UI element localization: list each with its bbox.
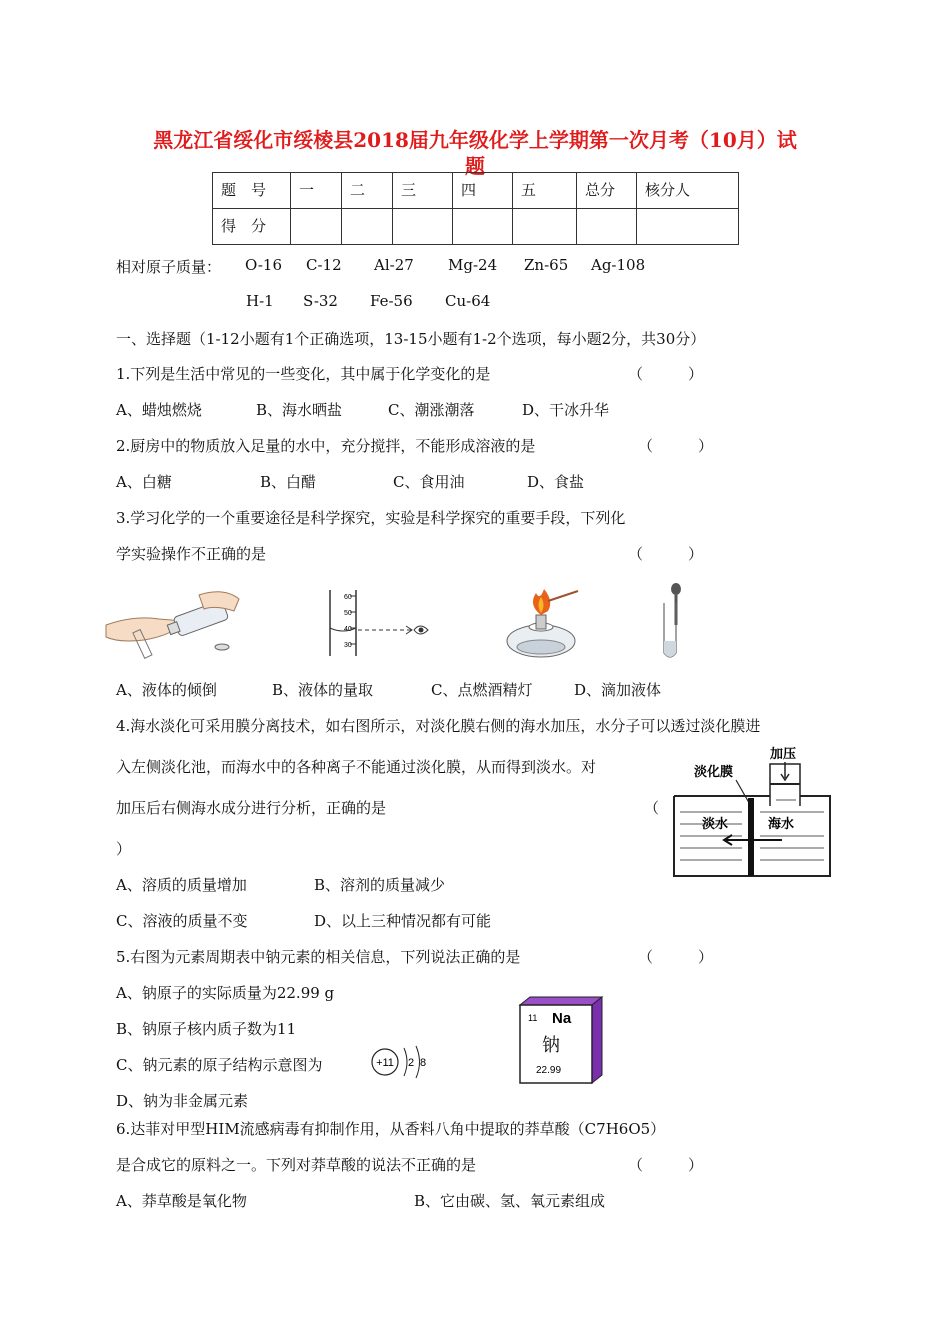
atomic-mass: Al-27 [374, 256, 414, 274]
atomic-mass: Fe-56 [370, 292, 413, 310]
sodium-atom-structure-diagram [368, 1042, 438, 1082]
atomic-mass: Mg-24 [448, 256, 498, 274]
element-name: 钠 [542, 1035, 560, 1056]
page-title: 黑龙江省绥化市绥棱县2018届九年级化学上学期第一次月考（10月）试 [153, 128, 797, 152]
answer-blank: （ ） [628, 545, 704, 563]
option: A、溶质的质量增加 [116, 876, 247, 894]
graduated-cylinder-figure [322, 588, 432, 658]
question-stem: 3.学习化学的一个重要途径是科学探究，实验是科学探究的重要手段，下列化 [116, 509, 626, 527]
option: C、潮涨潮落 [388, 401, 475, 419]
atomic-mass: Ag-108 [591, 256, 646, 274]
score-cell [513, 209, 577, 245]
option: C、点燃酒精灯 [431, 681, 533, 699]
score-table [212, 172, 739, 245]
question-stem: 学实验操作不正确的是 [116, 545, 267, 563]
option: B、海水晒盐 [256, 401, 343, 419]
cylinder-tick-label: 30 [344, 642, 352, 649]
answer-blank: （ ） [638, 437, 714, 455]
shell-electrons: 8 [420, 1057, 427, 1069]
option: D、干冰升华 [522, 401, 610, 419]
fresh-water-label: 淡水 [702, 817, 729, 832]
atomic-mass-label: 相对原子质量： [116, 258, 222, 276]
question-stem: 1.下列是生活中常见的一些变化，其中属于化学变化的是 [116, 365, 491, 383]
section-heading: 一、选择题（1-12小题有1个正确选项，13-15小题有1-2个选项，每小题2分，共30分） [116, 330, 706, 348]
cylinder-tick-label: 60 [344, 594, 352, 601]
score-cell [342, 209, 393, 245]
atomic-mass: Cu-64 [445, 292, 491, 310]
score-header-cell: 五 [513, 173, 577, 209]
option: A、白糖 [116, 473, 172, 491]
option: B、液体的量取 [272, 681, 374, 699]
score-cell [453, 209, 513, 245]
option: D、以上三种情况都有可能 [314, 912, 492, 930]
option: C、钠元素的原子结构示意图为 [116, 1056, 323, 1074]
score-header-cell: 核分人 [637, 173, 739, 209]
score-table-row [213, 173, 739, 209]
score-cell [637, 209, 739, 245]
option: B、白醋 [260, 473, 317, 491]
membrane-desalination-figure [672, 742, 832, 878]
pressure-label: 加压 [770, 747, 797, 762]
option: C、食用油 [393, 473, 465, 491]
option: B、溶剂的质量减少 [314, 876, 446, 894]
question-stem: 是合成它的原料之一。下列对莽草酸的说法不正确的是 [116, 1156, 477, 1174]
question-stem: 6.达菲对甲型HIM流感病毒有抑制作用，从香料八角中提取的莽草酸（C7H6O5） [116, 1120, 666, 1138]
score-header-cell: 三 [393, 173, 453, 209]
cylinder-tick-label: 40 [344, 626, 352, 633]
score-header-cell: 题 号 [213, 173, 291, 209]
atomic-mass: S-32 [303, 292, 338, 310]
score-header-cell: 二 [342, 173, 393, 209]
question-stem: 入左侧淡化池，而海水中的各种离子不能通过淡化膜，从而得到淡水。对 [116, 758, 597, 776]
option: A、液体的倾倒 [116, 681, 217, 699]
atomic-number: 11 [528, 1013, 538, 1023]
sea-water-label: 海水 [768, 817, 795, 832]
question-stem: 4.海水淡化可采用膜分离技术，如右图所示，对淡化膜右侧的海水加压，水分子可以透过淡化膜进 [116, 717, 761, 735]
pouring-liquid-figure [104, 585, 244, 660]
option: D、食盐 [527, 473, 585, 491]
option: A、蜡烛燃烧 [116, 401, 202, 419]
option: B、它由碳、氢、氧元素组成 [414, 1192, 606, 1210]
option: A、莽草酸是氧化物 [116, 1192, 247, 1210]
option: C、溶液的质量不变 [116, 912, 248, 930]
membrane-label: 淡化膜 [694, 765, 734, 780]
nucleus-charge: +11 [376, 1057, 394, 1069]
score-header-cell: 四 [453, 173, 513, 209]
question-stem: 2.厨房中的物质放入足量的水中，充分搅拌，不能形成溶液的是 [116, 437, 536, 455]
atomic-mass: H-1 [246, 292, 274, 310]
answer-blank: （ ） [628, 365, 704, 383]
answer-blank: （ ） [628, 1156, 704, 1174]
page-title-cont: 题 [465, 154, 485, 178]
element-symbol: Na [552, 1010, 572, 1027]
score-cell [393, 209, 453, 245]
score-cell: 得 分 [213, 209, 291, 245]
answer-blank-close: ） [116, 840, 132, 858]
question-stem: 加压后右侧海水成分进行分析，正确的是 [116, 799, 387, 817]
answer-blank-open: （ [644, 799, 660, 817]
sodium-element-card [518, 995, 604, 1085]
option: A、钠原子的实际质量为22.99 g [116, 984, 335, 1002]
option: D、钠为非金属元素 [116, 1092, 249, 1110]
option: B、钠原子核内质子数为11 [116, 1020, 297, 1038]
score-header-cell: 一 [291, 173, 342, 209]
atomic-mass: Zn-65 [524, 256, 569, 274]
atomic-mass: O-16 [245, 256, 283, 274]
score-cell [291, 209, 342, 245]
cylinder-tick-label: 50 [344, 610, 352, 617]
atomic-mass-value: 22.99 [536, 1065, 562, 1076]
score-table-row [213, 209, 739, 245]
answer-blank: （ ） [638, 948, 714, 966]
atomic-mass: C-12 [306, 256, 342, 274]
shell-electrons: 2 [408, 1057, 415, 1069]
question-stem: 5.右图为元素周期表中钠元素的相关信息，下列说法正确的是 [116, 948, 521, 966]
alcohol-lamp-figure [496, 583, 596, 661]
dropper-test-tube-figure [650, 583, 700, 663]
score-cell [577, 209, 637, 245]
score-header-cell: 总分 [577, 173, 637, 209]
option: D、滴加液体 [574, 681, 662, 699]
